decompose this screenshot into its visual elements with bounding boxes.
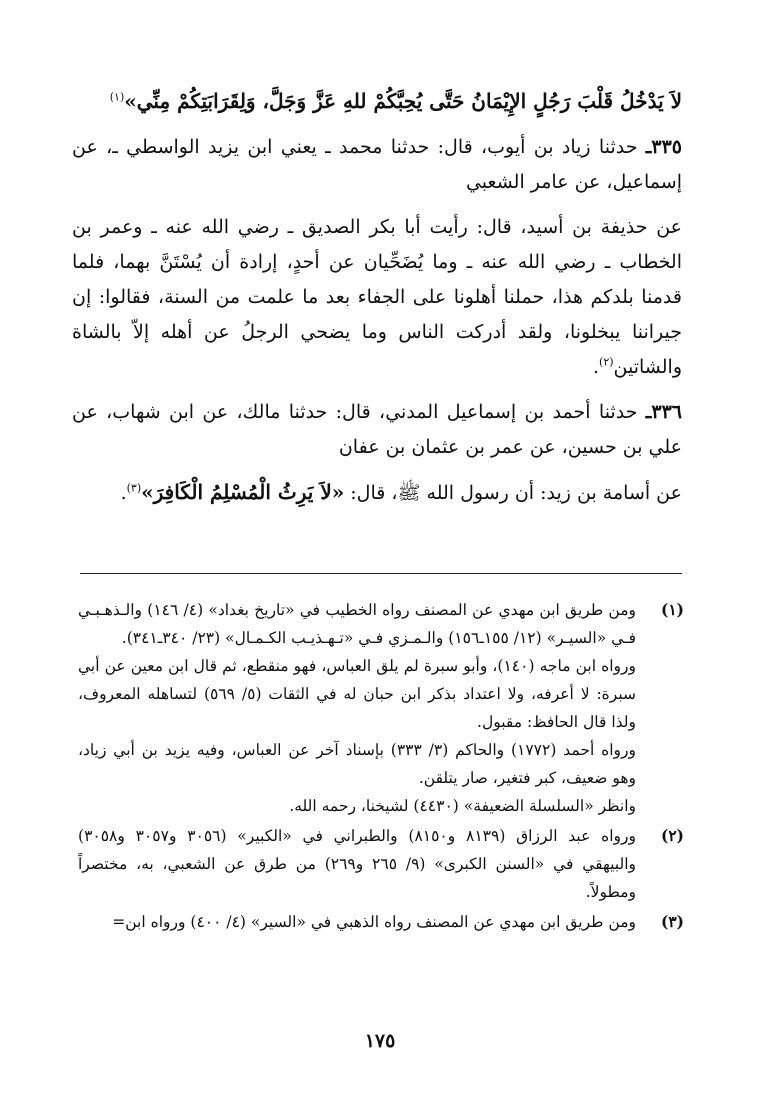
footnote-3	[78, 908, 684, 936]
footnote-2	[78, 822, 684, 906]
hadith-number-336: ٣٣٦ـ	[645, 401, 682, 423]
footnote-number: (١)	[660, 600, 684, 619]
footnote-paragraph: ورواه ابن ماجه (١٤٠)، وأبو سبرة لم يلق العباس، فهو منقطع، ثم قال ابن معين عن أبي سبرة: لا أعرفه، ولا اعتداد بذكر ابن حبان له في الثقات (٥/ ٥٦٩) لتساهله المعروف، ولذا قال الحافظ: مقبول.	[78, 657, 637, 731]
matn-336-quote: «لاَ يَرِثُ الْمُسْلِمُ الْكَافِرَ»	[141, 480, 345, 504]
hadith-336-isnad	[72, 395, 682, 465]
hadith-quote-line	[72, 84, 682, 120]
footnote-paragraph: ورواه أحمد (١٧٧٢) والحاكم (٣/ ٣٣٣) بإسناد آخر عن العباس، وفيه يزيد بن أبي زياد، وهو ضعيف، كبر فتغير، صار يتلقن.	[78, 741, 637, 787]
footnote-paragraph: ورواه عبد الرزاق (٨١٣٩ و٨١٥٠) والطبراني في «الكبير» (٣٠٥٦ و٣٠٥٧ و٣٠٥٨) والبيهقي في «السنن الكبرى» (٩/ ٢٦٥ و٢٦٩) من طرق عن الشعبي، به، مختصراً ومطولاً.	[78, 827, 636, 901]
isnad-335-text: حدثنا زياد بن أيوب، قال: حدثنا محمد ـ يعني ابن يزيد الواسطي ـ، عن إسماعيل، عن عامر الشعبي	[72, 136, 682, 193]
footnote-paragraph: ومن طريق ابن مهدي عن المصنف رواه الخطيب في «تاريخ بغداد» (٤/ ١٤٦) والـذهـبـي فـي «السيـر» (١٢/ ١٥٥ـ١٥٦) والـمـزي فـي «تـهـذيـب الكـمـال» (٢٣/ ٣٤٠ـ٣٤١).	[78, 601, 636, 647]
footnote-divider	[80, 573, 682, 574]
matn-335-end: .	[592, 356, 600, 378]
footnotes	[78, 596, 684, 938]
isnad-336-text: حدثنا أحمد بن إسماعيل المدني، قال: حدثنا مالك، عن ابن شهاب، عن علي بن حسين، عن عمر بن عثمان بن عفان	[72, 401, 682, 458]
page-number: ١٧٥	[364, 1030, 396, 1052]
footnote-1	[78, 596, 684, 820]
footnote-ref-1[interactable]: (١)	[109, 90, 125, 104]
hadith-336-matn	[72, 475, 682, 511]
hadith-335-isnad	[72, 130, 682, 200]
hadith-number-335: ٣٣٥ـ	[645, 136, 682, 158]
footnote-number: (٣)	[660, 912, 684, 931]
footnote-paragraph: وانظر «السلسلة الضعيفة» (٤٤٣٠) لشيخنا، رحمه الله.	[289, 797, 636, 815]
main-text	[72, 84, 682, 511]
footnote-ref-2[interactable]: (٢)	[599, 355, 614, 369]
hadith-335-matn	[72, 210, 682, 385]
matn-336-text: عن أسامة بن زيد: أن رسول الله ﷺ، قال:	[344, 482, 682, 504]
footnote-ref-3[interactable]: (٣)	[126, 481, 142, 495]
matn-335-text: عن حذيفة بن أسيد، قال: رأيت أبا بكر الصديق ـ رضي الله عنه ـ وعمر بن الخطاب ـ رضي الله عنه ـ وما يُضَحِّيان عن أحدٍ، إرادة أن يُسْتَنَّ بهما، فلما قدمنا بلدكم هذا، حملنا أهلونا على الجفاء بعد ما علمت من السنة، فقالوا: إن جيراننا يبخلونا، ولقد أدركت الناس وما يضحي الرجلُ عن أهله إلاّ بالشاة والشاتين	[72, 216, 682, 378]
footnote-number: (٢)	[660, 826, 684, 845]
footnote-paragraph: ومن طريق ابن مهدي عن المصنف رواه الذهبي في «السير» (٤/ ٤٠٠) ورواه ابن=	[112, 913, 636, 931]
matn-336-end: .	[120, 482, 127, 504]
prophetic-quote: لاَ يَدْخُلُ قَلْبَ رَجُلٍ الإِيْمَانُ حَتَّى يُحِبَّكُمْ للهِ عَزَّ وَجَلَّ، وَلِقَرَابَتِكُمْ مِنِّي»	[124, 89, 682, 113]
